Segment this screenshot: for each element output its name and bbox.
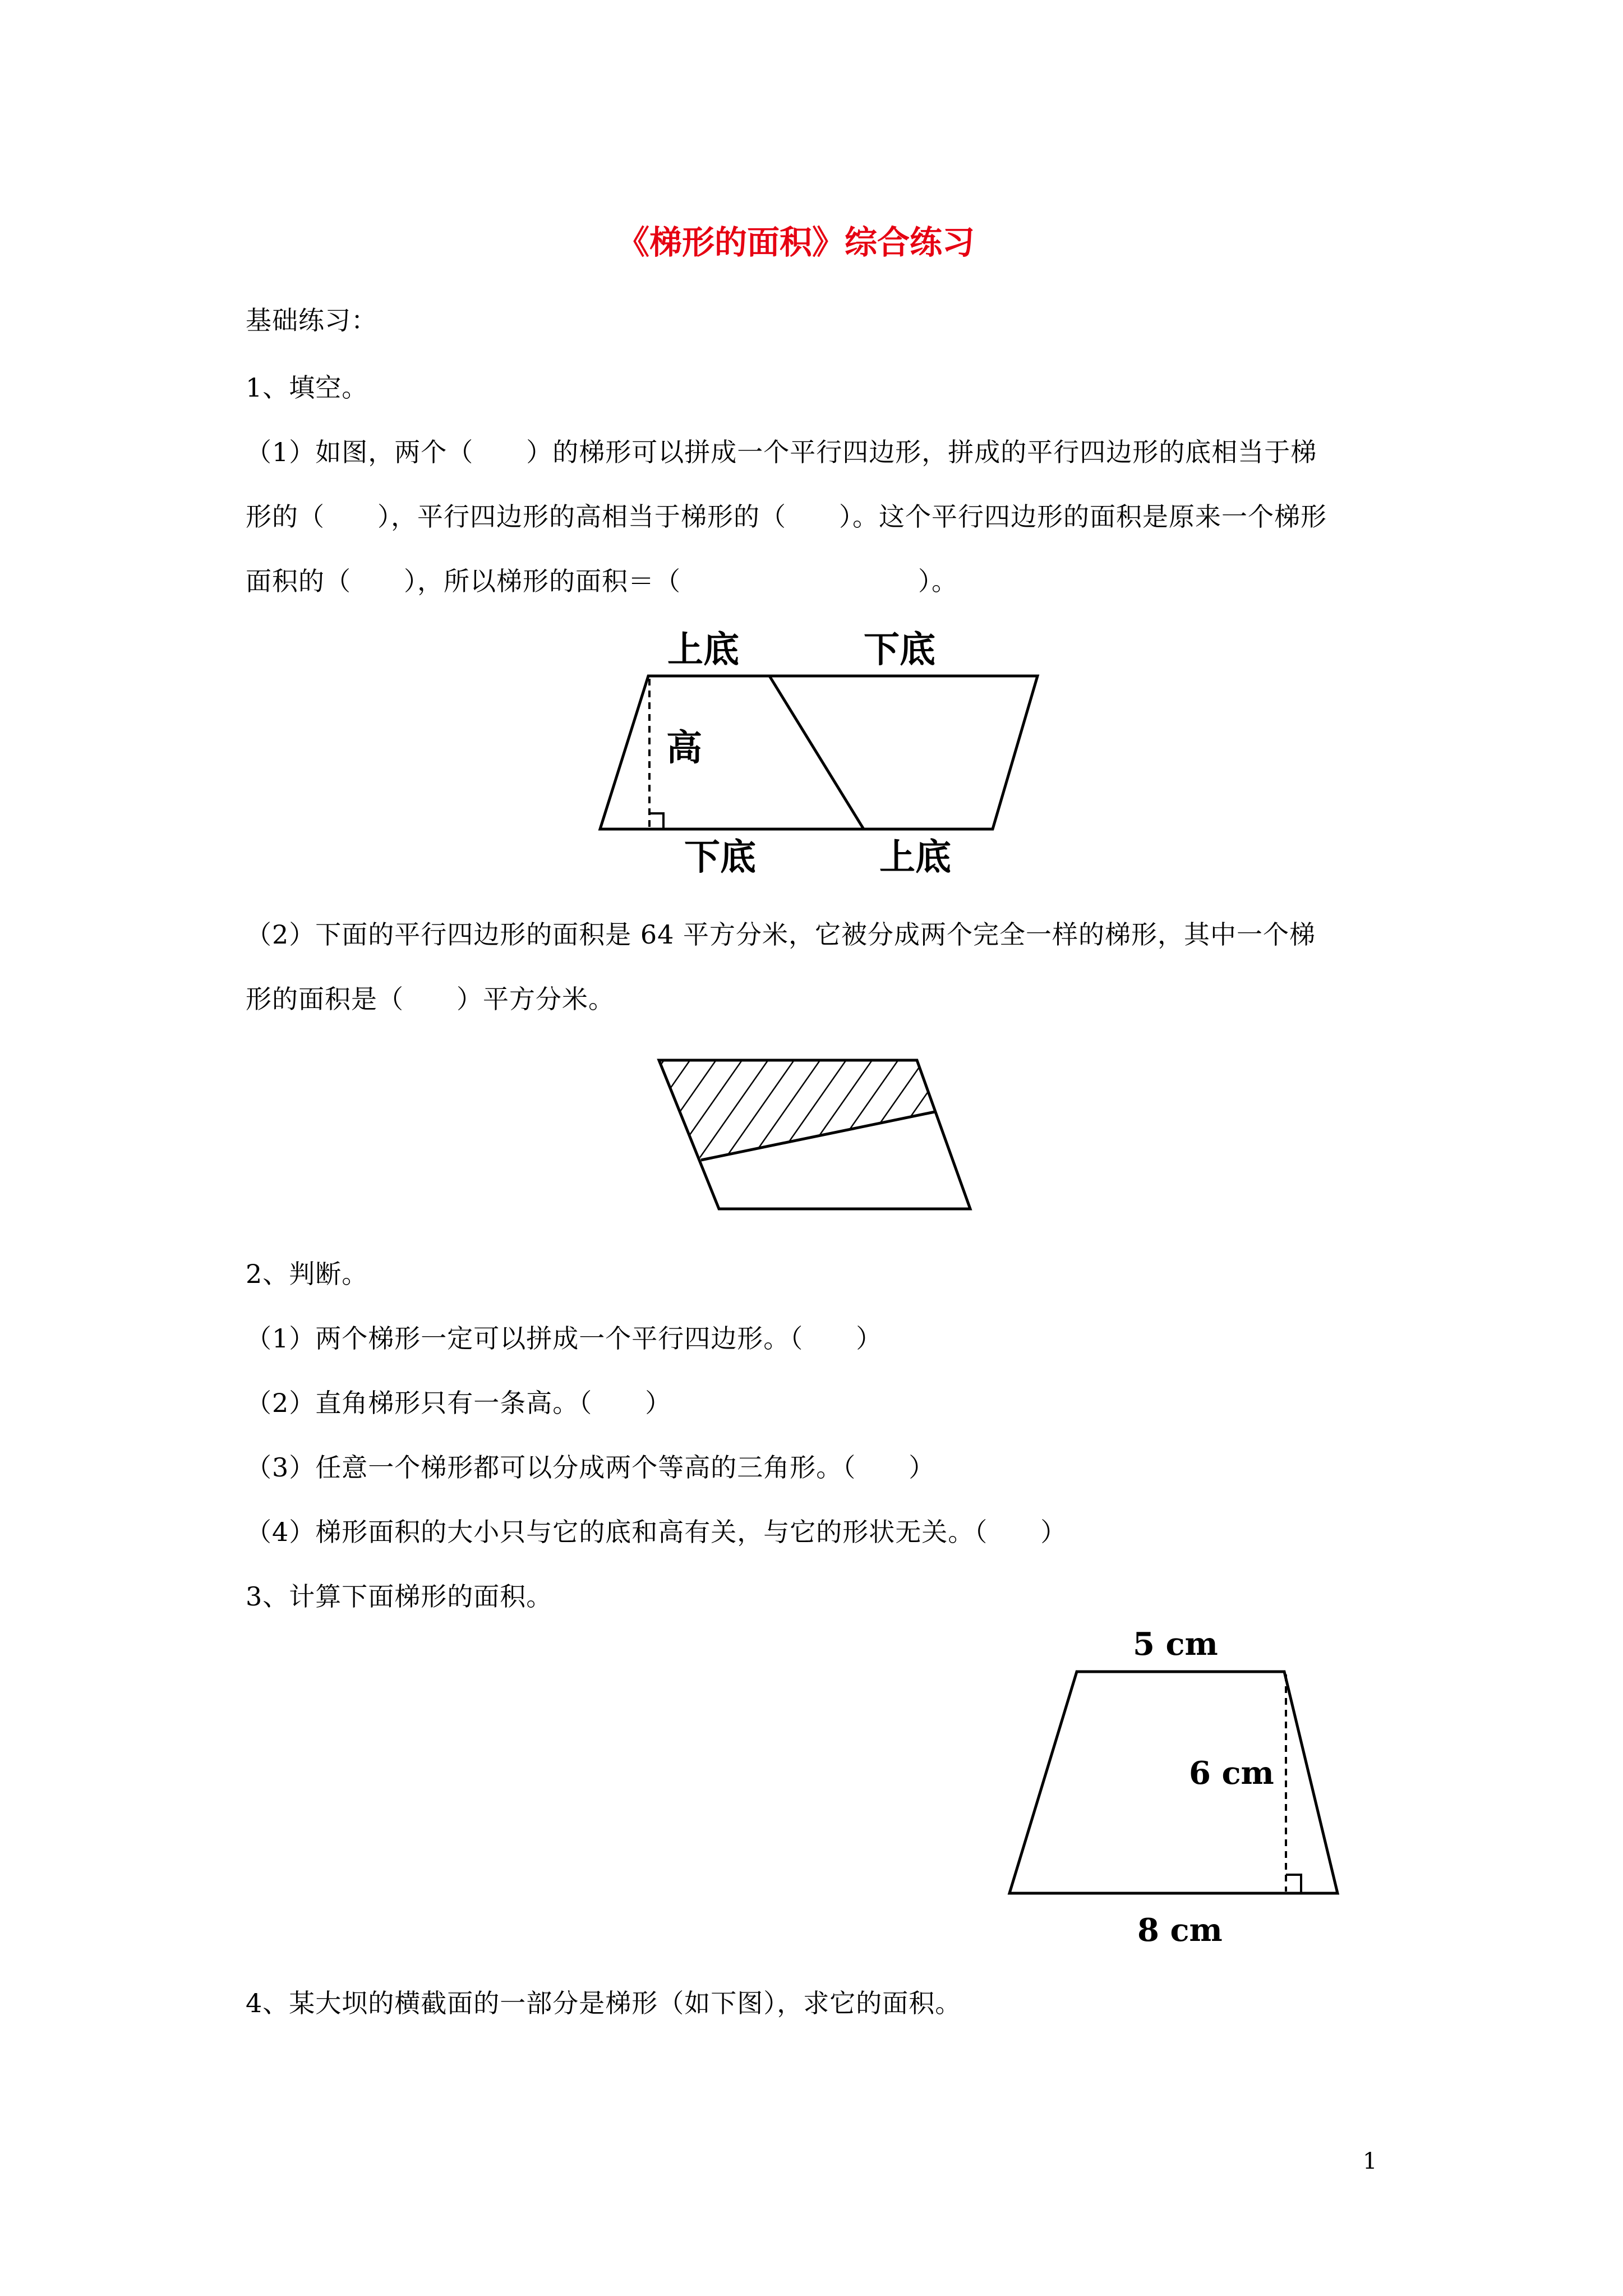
q1-p1-line1: （1）如图，两个（ ）的梯形可以拼成一个平行四边形，拼成的平行四边形的底相当于梯 bbox=[246, 437, 1317, 467]
page-number: 1 bbox=[1363, 2148, 1377, 2174]
fig3-label-bottom: 8 cm bbox=[1137, 1912, 1223, 1949]
fig1-label-top-left: 上底 bbox=[667, 629, 739, 671]
fig1-label-bottom-left: 下底 bbox=[684, 836, 756, 878]
q2-item-1: （1）两个梯形一定可以拼成一个平行四边形。（ ） bbox=[246, 1323, 883, 1354]
section-heading: 基础练习： bbox=[246, 305, 377, 335]
q1-p1-line3: 面积的（ ），所以梯形的面积＝（ ）。 bbox=[246, 566, 958, 596]
fig3-label-height: 6 cm bbox=[1189, 1755, 1274, 1792]
trapezoid-dimensions-figure bbox=[998, 1616, 1363, 1963]
q2-item-2: （2）直角梯形只有一条高。（ ） bbox=[246, 1388, 672, 1418]
fig1-label-height: 高 bbox=[666, 727, 702, 769]
q1-heading: 1、填空。 bbox=[246, 372, 368, 403]
q1-p2-line2: 形的面积是（ ）平方分米。 bbox=[246, 984, 615, 1014]
q2-heading: 2、判断。 bbox=[246, 1259, 368, 1289]
q2-item-3: （3）任意一个梯形都可以分成两个等高的三角形。（ ） bbox=[246, 1452, 935, 1483]
q1-p1-line2: 形的（ ），平行四边形的高相当于梯形的（ ）。这个平行四边形的面积是原来一个梯形 bbox=[246, 501, 1327, 532]
parallelogram-two-trapezoids-figure bbox=[583, 617, 1066, 898]
fig1-label-top-right: 下底 bbox=[864, 629, 935, 671]
page-title: 《梯形的面积》综合练习 bbox=[617, 223, 975, 261]
fig1-label-bottom-right: 上底 bbox=[879, 836, 951, 878]
q3-heading: 3、计算下面梯形的面积。 bbox=[246, 1581, 553, 1612]
q2-item-4: （4）梯形面积的大小只与它的底和高有关，与它的形状无关。（ ） bbox=[246, 1517, 1067, 1547]
q4-heading: 4、某大坝的横截面的一部分是梯形（如下图），求它的面积。 bbox=[246, 1988, 962, 2018]
q1-p2-line1: （2）下面的平行四边形的面积是 64 平方分米，它被分成两个完全一样的梯形，其中一个梯 bbox=[246, 919, 1316, 950]
hatched-parallelogram-figure bbox=[645, 1049, 981, 1223]
fig3-label-top: 5 cm bbox=[1133, 1626, 1218, 1663]
